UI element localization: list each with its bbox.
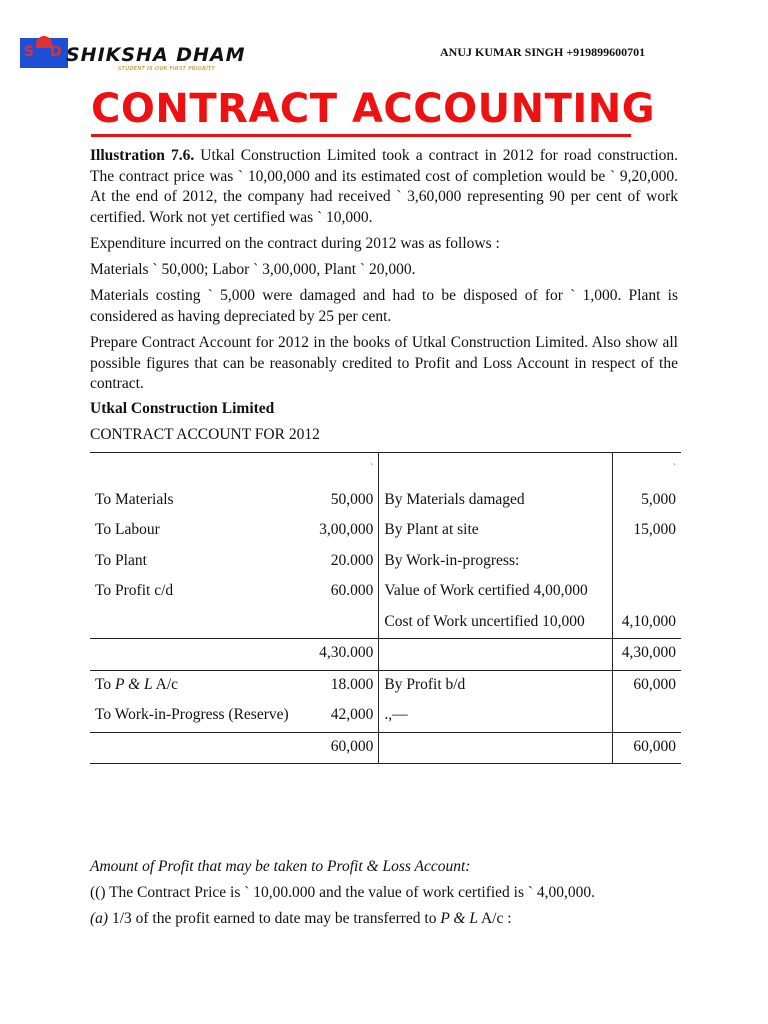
- credit-amount: [613, 547, 681, 578]
- illustration-paragraph: [90, 146, 678, 228]
- debit-label: To Labour: [95, 521, 160, 538]
- credit-amount: 60,000: [613, 670, 681, 701]
- debit-label: [90, 608, 310, 639]
- credit-amount: [613, 701, 681, 732]
- illustration-text: Utkal Construction Limited took a contract in 2012 for road construction. The contract price was ` 10,00,000 and its estimated cost of completion would be ` 9,20,000. At the end of 2012, the company had received ` 3,60,000 representing 90 per cent of work certified. Work not yet certified was ` 10,000.: [90, 147, 679, 226]
- profit-note-line: (() The Contract Price is ` 10,00.000 and the value of work certified is ` 4,00,000.: [90, 884, 596, 901]
- debit-amount: 20.000: [310, 547, 379, 578]
- contract-account-table: [90, 452, 681, 764]
- debit-label: To Plant: [95, 551, 147, 569]
- debit-amount: 42,000: [310, 701, 379, 732]
- credit-label: Cost of Work uncertified 10,000: [379, 608, 613, 639]
- debit-amount: 50,000: [310, 486, 379, 517]
- credit-amount: 4,10,000: [621, 612, 676, 630]
- damage-note: Materials costing ` 5,000 were damaged and had to be disposed of for ` 1,000. Plant is considered as having depreciated by 25 per cent.: [90, 287, 678, 325]
- table-row: [90, 547, 681, 578]
- debit-amount: 3,00,000: [310, 516, 379, 547]
- debit-amount: [310, 608, 379, 639]
- company-name: Utkal Construction Limited: [90, 400, 275, 417]
- credit-label: By Work-in-progress:: [379, 547, 613, 578]
- author-contact: ANUJ KUMAR SINGH +919899600701: [440, 45, 646, 59]
- credit-label: By Profit b/d: [379, 670, 613, 701]
- debit-label: To Materials: [95, 490, 174, 508]
- debit-label: To Profit c/d: [95, 582, 174, 599]
- task-text: Prepare Contract Account for 2012 in the books of Utkal Construction Limited. Also show all possible figures that can be reasonably credited to Profit and Loss Account in respect of the contract.: [90, 334, 678, 392]
- logo-initial-left: S: [24, 44, 35, 60]
- logo-tagline: STUDENT IS OUR FIRST PRIORITY: [118, 66, 216, 72]
- profit-note-line: (a) 1/3 of the profit earned to date may be transferred to P & L A/c :: [90, 910, 512, 927]
- table-row: [90, 516, 681, 547]
- debit-total: 60,000: [310, 732, 379, 764]
- credit-amount: 15,000: [633, 521, 676, 538]
- total-row: [90, 732, 681, 764]
- title-underline: [91, 134, 631, 137]
- illustration-label: Illustration 7.6.: [90, 147, 195, 164]
- credit-amount: [613, 577, 681, 608]
- logo-badge: [20, 38, 68, 68]
- currency-mark-debit: `: [370, 463, 374, 474]
- debit-label: To Work-in-Progress (Reserve): [95, 706, 289, 723]
- credit-total: 4,30,000: [613, 639, 681, 671]
- credit-total: 60,000: [613, 732, 681, 764]
- table-row: [90, 486, 681, 517]
- debit-amount: 18.000: [310, 670, 379, 701]
- credit-label: By Materials damaged: [379, 486, 613, 517]
- page-title: CONTRACT ACCOUNTING: [91, 86, 656, 132]
- logo-name: SHIKSHA DHAM: [66, 44, 246, 66]
- debit-label: To P & L A/c: [90, 670, 310, 701]
- debit-amount: 60.000: [310, 577, 379, 608]
- table-row: [90, 670, 681, 701]
- expenditure-items: Materials ` 50,000; Labor ` 3,00,000, Plant ` 20,000.: [90, 261, 416, 278]
- credit-label: .,—: [379, 701, 613, 732]
- table-header-row: [90, 453, 681, 486]
- debit-total: 4,30.000: [310, 639, 379, 671]
- credit-label: By Plant at site: [379, 516, 613, 547]
- profit-note-heading: Amount of Profit that may be taken to Profit & Loss Account:: [90, 858, 471, 875]
- currency-mark-credit: `: [672, 463, 676, 474]
- table-row: [90, 577, 681, 608]
- credit-label: Value of Work certified 4,00,000: [379, 577, 613, 608]
- total-row: [90, 639, 681, 671]
- logo-initial-right: D: [50, 44, 62, 60]
- logo: [20, 36, 255, 76]
- table-row: [90, 701, 681, 732]
- table-row: [90, 608, 681, 639]
- credit-amount: 5,000: [641, 490, 676, 508]
- expenditure-intro: Expenditure incurred on the contract during 2012 was as follows :: [90, 235, 500, 252]
- account-title: CONTRACT ACCOUNT FOR 2012: [90, 426, 320, 443]
